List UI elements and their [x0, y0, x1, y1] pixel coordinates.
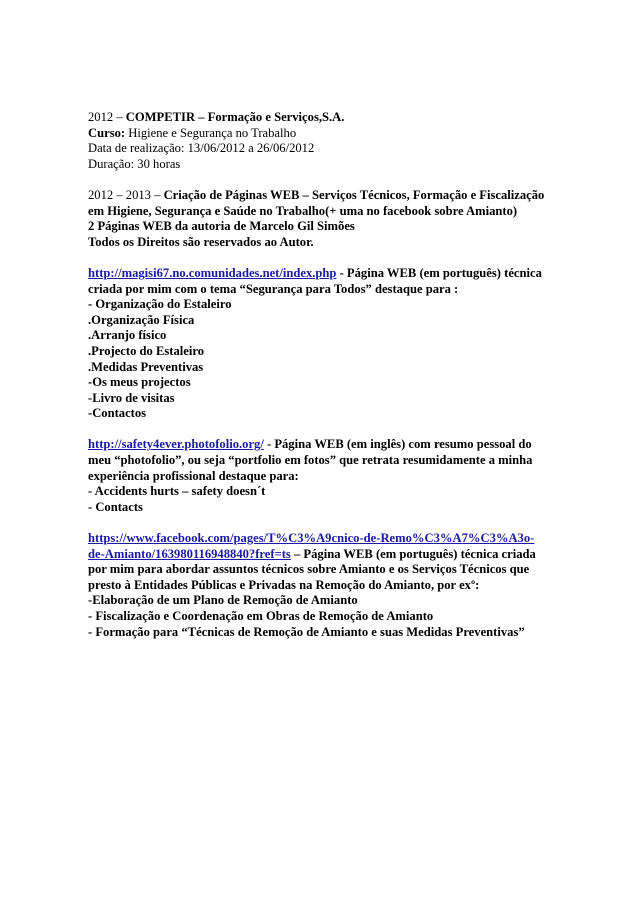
list-item: - Fiscalização e Coordenação em Obras de Remoção de Amianto — [88, 609, 434, 623]
facebook-line-2 — [88, 547, 558, 563]
course-line-1 — [88, 110, 558, 126]
safety-line-1 — [88, 437, 558, 453]
list-item: .Projecto do Estaleiro — [88, 343, 205, 358]
safety-block — [88, 437, 558, 515]
web-line-4: Todos os Direitos são reservados ao Autor. — [88, 234, 314, 249]
facebook-link[interactable]: https://www.facebook.com/pages/T%C3%A9cnico-de-Remo%C3%A7%C3%A3o- — [88, 531, 535, 546]
safety-desc-3: experiência profissional destaque para: — [88, 468, 299, 483]
web-line-1 — [88, 188, 558, 204]
web-creation-block — [88, 188, 558, 250]
document-content — [88, 110, 558, 656]
facebook-desc-1: – Página WEB (em português) técnica criada — [290, 546, 536, 561]
web-title: Criação de Páginas WEB – Serviços Técnicos, Formação e Fiscalização — [163, 187, 545, 202]
list-item: -Livro de visitas — [88, 390, 175, 405]
list-item: -Contactos — [88, 406, 147, 421]
facebook-line-1 — [88, 531, 558, 547]
course-line-2 — [88, 126, 558, 142]
list-item: -Os meus projectos — [88, 375, 191, 390]
course-year: 2012 – — [88, 110, 126, 124]
course-name: Higiene e Segurança no Trabalho — [125, 125, 297, 140]
web-years: 2012 – 2013 – — [88, 187, 164, 202]
course-dates: Data de realização: 13/06/2012 a 26/06/2012 — [88, 141, 315, 156]
safety-desc-1: - Página WEB (em inglês) com resumo pessoal do — [263, 437, 532, 452]
facebook-desc-2: por mim para abordar assuntos técnicos sobre Amianto e os Serviços Técnicos que — [88, 562, 530, 577]
magisi-block — [88, 266, 558, 422]
magisi-link[interactable]: http://magisi67.no.comunidades.net/index.php — [88, 265, 337, 280]
list-item: - Formação para “Técnicas de Remoção de Amianto e suas Medidas Preventivas” — [88, 624, 525, 639]
list-item: - Contacts — [88, 499, 143, 514]
facebook-desc-3: presto à Entidades Públicas e Privadas na Remoção do Amianto, por exº: — [88, 577, 480, 592]
list-item: .Medidas Preventivas — [88, 359, 204, 374]
list-item: - Accidents hurts – safety doesn´t — [88, 484, 266, 499]
web-line-2: em Higiene, Segurança e Saúde no Trabalho(+ uma no facebook sobre Amianto) — [88, 203, 518, 218]
magisi-desc-1: - Página WEB (em português) técnica — [336, 265, 542, 280]
safety-desc-2: meu “photofolio”, ou seja “portfolio em fotos” que retrata resumidamente a minha — [88, 453, 533, 468]
course-block — [88, 110, 558, 172]
magisi-line-1 — [88, 266, 558, 282]
magisi-desc-2: criada por mim com o tema “Segurança para Todos” destaque para : — [88, 281, 459, 296]
list-item: .Organização Física — [88, 312, 195, 327]
course-duration: Duração: 30 horas — [88, 156, 181, 171]
facebook-block — [88, 531, 558, 640]
course-label: Curso: — [88, 125, 126, 140]
list-item: .Arranjo físico — [88, 328, 167, 343]
facebook-link-continued[interactable]: de-Amianto/163980116948840?fref=ts — [88, 546, 291, 561]
safety-link[interactable]: http://safety4ever.photofolio.org/ — [88, 437, 264, 452]
web-line-3: 2 Páginas WEB da autoria de Marcelo Gil Simões — [88, 219, 355, 234]
list-item: -Elaboração de um Plano de Remoção de Amianto — [88, 593, 358, 608]
list-item: - Organização do Estaleiro — [88, 297, 232, 312]
course-provider: COMPETIR – Formação e Serviços,S.A. — [125, 110, 345, 124]
